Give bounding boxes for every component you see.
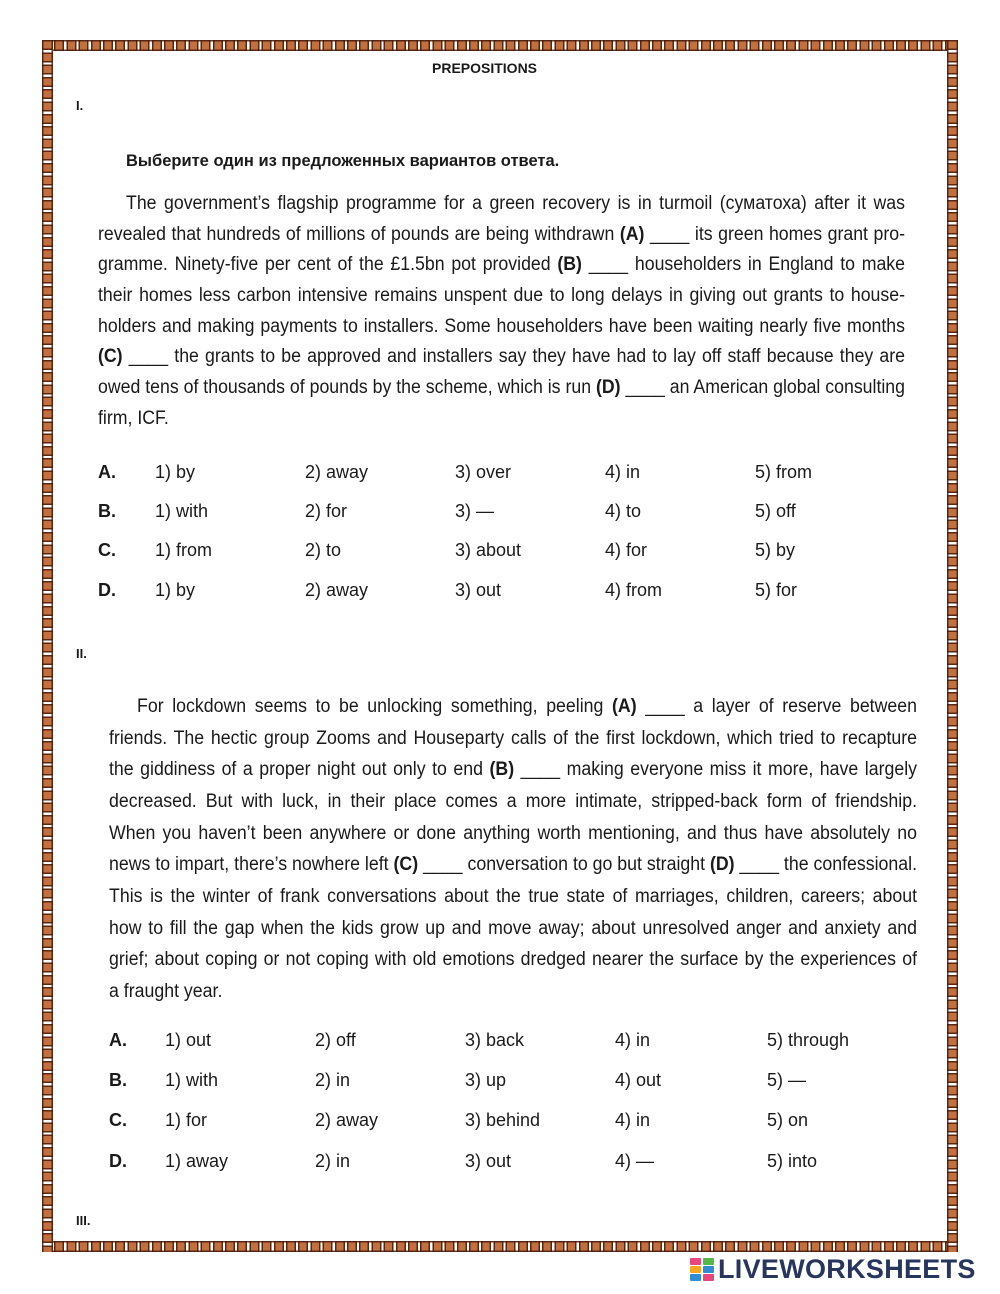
passage-line: decreased. But with luck, in their place comes a more intimate, stripped-back form of friendship.	[109, 790, 917, 812]
option-choice[interactable]: 4) for	[605, 540, 648, 560]
options-row-d	[0, 1147, 1000, 1175]
passage-line: friends. The hectic group Zooms and Houseparty calls of the first lockdown, which tried to recapture	[109, 727, 917, 749]
option-choice[interactable]: 3) over	[455, 462, 512, 482]
options-row-c	[0, 1106, 1000, 1134]
page-title: PREPOSITIONS	[432, 60, 538, 76]
option-choice[interactable]: 2) in	[315, 1070, 351, 1090]
option-choice[interactable]: 2) in	[315, 1151, 351, 1171]
option-choice[interactable]: 5) through	[767, 1030, 850, 1050]
options-row-b	[0, 497, 1000, 525]
option-choice[interactable]: 1) for	[165, 1110, 208, 1130]
option-choice[interactable]: 4) in	[605, 462, 641, 482]
option-choice[interactable]: 2) for	[305, 501, 348, 521]
option-label: A.	[109, 1030, 127, 1050]
option-choice[interactable]: 4) —	[615, 1151, 655, 1171]
answer-blank[interactable]: ____	[588, 254, 629, 276]
option-choice[interactable]: 2) off	[315, 1030, 356, 1050]
passage-line: revealed that hundreds of millions of pounds are being withdrawn (A) ____ its green homes grant pro-	[98, 223, 905, 245]
gap-marker: (B)	[557, 254, 582, 276]
passage-line: For lockdown seems to be unlocking something, peeling (A) ____ a layer of reserve between	[137, 696, 917, 717]
answer-blank[interactable]: ____	[625, 377, 665, 399]
option-choice[interactable]: 1) from	[155, 540, 213, 560]
passage-line: the giddiness of a proper night out only to end (B) ____ making everyone miss it more, have largely	[109, 759, 917, 781]
option-choice[interactable]: 4) from	[605, 580, 663, 600]
option-choice[interactable]: 3) —	[455, 501, 495, 521]
passage-line: their homes less carbon intensive remains unspent due to long delays in giving out grants to house-	[98, 285, 905, 307]
section-number-2: II.	[76, 646, 87, 661]
answer-blank[interactable]: ____	[739, 854, 779, 876]
option-choice[interactable]: 2) to	[305, 540, 342, 560]
option-choice[interactable]: 3) out	[455, 580, 502, 600]
option-choice[interactable]: 1) with	[165, 1070, 219, 1090]
options-row-b	[0, 1066, 1000, 1094]
gap-marker: (A)	[619, 223, 645, 245]
passage-line: This is the winter of frank conversations about the true state of marriages, children, careers; about	[109, 885, 917, 907]
passage-line: holders and making payments to installers. Some householders have been waiting nearly five months	[98, 315, 905, 337]
answer-blank[interactable]: ____	[645, 696, 685, 717]
gap-marker: (C)	[98, 346, 123, 368]
gap-marker: (C)	[393, 854, 419, 876]
options-row-c	[0, 536, 1000, 564]
option-choice[interactable]: 1) by	[155, 580, 196, 600]
passage-1	[98, 189, 905, 435]
section-number-1: I.	[76, 98, 84, 113]
answer-blank[interactable]: ____	[128, 346, 169, 368]
passage-line: a fraught year.	[109, 980, 223, 1002]
answer-blank[interactable]: ____	[649, 223, 690, 245]
option-choice[interactable]: 1) away	[165, 1151, 229, 1171]
option-choice[interactable]: 3) up	[465, 1070, 507, 1090]
passage-line: owed tens of thousands of pounds by the scheme, which is run (D) ____ an American global consulting	[98, 377, 905, 399]
option-choice[interactable]: 4) in	[615, 1030, 651, 1050]
option-choice[interactable]: 2) away	[305, 462, 369, 482]
gap-marker: (D)	[595, 377, 621, 399]
option-choice[interactable]: 5) into	[767, 1151, 818, 1171]
option-choice[interactable]: 3) out	[465, 1151, 512, 1171]
answer-blank[interactable]: ____	[423, 854, 463, 876]
passage-line: grief; about coping or not coping with old emotions dredged nearer the surface by the experiences of	[109, 949, 917, 971]
passage-line: The government’s flagship programme for a green recovery is in turmoil (суматоха) after it was	[126, 193, 905, 214]
option-choice[interactable]: 2) away	[315, 1110, 379, 1130]
option-label: C.	[98, 540, 116, 560]
instruction-text: Выберите один из предложенных вариантов ответа.	[126, 152, 560, 170]
option-choice[interactable]: 3) about	[455, 540, 522, 560]
option-choice[interactable]: 4) to	[605, 501, 642, 521]
liveworksheets-logo[interactable]: LIVEWORKSHEETS	[718, 1254, 976, 1284]
passage-line: how to fill the gap when the kids grow up and move away; about unresolved anger and anxiety and	[109, 917, 917, 939]
option-choice[interactable]: 5) by	[755, 540, 796, 560]
passage-2	[109, 691, 917, 1008]
option-choice[interactable]: 5) off	[755, 501, 796, 521]
answer-blank[interactable]: ____	[520, 759, 561, 781]
section-number-3: III.	[76, 1213, 91, 1228]
options-row-d	[0, 576, 1000, 604]
option-label: B.	[109, 1070, 127, 1090]
option-choice[interactable]: 1) with	[155, 501, 209, 521]
gap-marker: (B)	[489, 759, 515, 781]
option-choice[interactable]: 3) back	[465, 1030, 525, 1050]
option-label: C.	[109, 1110, 127, 1130]
option-choice[interactable]: 5) —	[767, 1070, 807, 1090]
passage-line: gramme. Ninety-five per cent of the £1.5bn pot provided (B) ____ householders in England to make	[98, 254, 905, 276]
passage-line: firm, ICF.	[98, 407, 169, 429]
options-row-a	[0, 1026, 1000, 1054]
option-choice[interactable]: 5) from	[755, 462, 813, 482]
option-choice[interactable]: 5) on	[767, 1110, 809, 1130]
option-choice[interactable]: 1) by	[155, 462, 196, 482]
option-label: D.	[98, 580, 116, 600]
option-choice[interactable]: 2) away	[305, 580, 369, 600]
option-choice[interactable]: 1) out	[165, 1030, 212, 1050]
gap-marker: (D)	[709, 854, 735, 876]
option-label: A.	[98, 462, 116, 482]
option-choice[interactable]: 4) in	[615, 1110, 651, 1130]
option-choice[interactable]: 3) behind	[465, 1110, 541, 1130]
liveworksheets-logo-icon[interactable]	[690, 1258, 715, 1282]
options-row-a	[0, 458, 1000, 486]
passage-line: (C) ____ the grants to be approved and installers say they have had to lay off staff because they are	[98, 346, 905, 368]
option-label: B.	[98, 501, 116, 521]
page-border-top	[42, 40, 958, 51]
passage-line: news to impart, there’s nowhere left (C) ____ conversation to go but straight (D) ____ the confessional.	[109, 854, 917, 876]
option-label: D.	[109, 1151, 127, 1171]
option-choice[interactable]: 5) for	[755, 580, 798, 600]
gap-marker: (A)	[611, 696, 637, 717]
passage-line: When you haven’t been anywhere or done anything worth mentioning, and thus have absolutely no	[109, 822, 917, 844]
page-border-bottom	[42, 1241, 958, 1252]
option-choice[interactable]: 4) out	[615, 1070, 662, 1090]
